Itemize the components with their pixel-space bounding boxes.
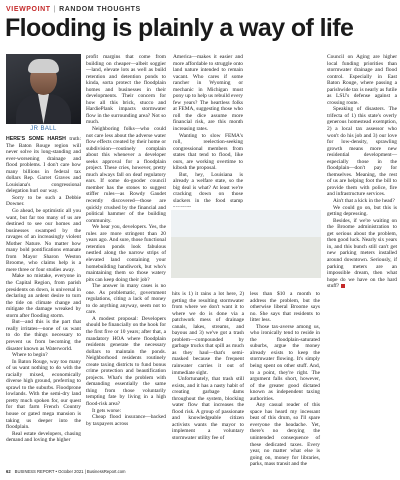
article-paragraph: We hear you, developers. Yes, the rules are more stringent than 20 years ago. And sure, those functional retention ponds look fabulous nestled along the narrow strips of elevated land containing your homebuilding handiwork, but who's maintaining them so those watery pits can keep doing their job? — [86, 224, 166, 283]
author-byline: JR BALL — [30, 126, 57, 132]
article-column-3-lower — [172, 291, 244, 442]
article-paragraph: Any casual reader of this space has heard my incessant beat of this drum, so I'll spare everyone the headache. Yet, there's no denying the unintended consequence of these dedicated taxes. Every year, no matter what else is going on, money for libraries, parks, mass transit and the — [250, 402, 320, 468]
article-paragraph: Wanting to slow FEMA's roll, reelection-seeking congressional members from states that tend to flood, like ours, are working overtime to kibosh the proposal. — [173, 132, 243, 172]
article-paragraph: less than $10 a month to address the problem, but the otherwise liberal Broome says no. She says that residents to litter less. — [250, 291, 320, 324]
page-footer — [6, 469, 126, 474]
lead-in: HERE'S SOME HARSH — [6, 136, 66, 142]
article-paragraph: Real estate developers, chasing demand and loving the higher — [6, 430, 81, 444]
article-paragraph: Those tax-averse among us, who ironically tend to reside in the floodplain-saturated suburbs, argue the money already exists to keep the stormwater flowing. It's simply being spent on other stuff. And, to a point, they're right. The argument falls short, however, of the greater good dictated known as independent taxing authorities. — [250, 323, 320, 402]
article-paragraph: Council on Aging are higher local funding priorities than stormwater drainage and flood control. Especially in East Baton Rouge, where passing a parishwide tax is nearly as futile as LSU's defense against a crossing route. — [327, 54, 397, 106]
article-paragraph: Besides, if we're waiting on the Broome administration to get serious about the problem, then good luck. Nearly six years in, and this bunch still can't get new parking meters installed around downtown. Seriously, if parking meters are an impossible dream, then what hope do we have on the hard stuff? — [327, 217, 397, 290]
end-of-article-mark — [341, 284, 345, 288]
article-column-5 — [327, 54, 397, 290]
article-paragraph: Make no mistake, everyone in the Capital Region, from parish presidents on down, is universal in declaring an ardent desire to turn the tide on climate change and mitigate the damage wreaked by storm after flooding storm. — [6, 273, 81, 319]
article-column-1 — [6, 136, 81, 444]
article-paragraph: A modest proposal: Developers should be financially on the hook for the first five or 10 years; after that, a mandatory HOA where floodplain residents generate the necessary dollars to maintain the ponds. Neighborhood residents routinely create taxing districts to fund bonus crime protection and beautification projects. What's the problem with demanding essentially the same thing from those voluntarily tempting fate by living in a high flood-risk area? — [86, 315, 166, 407]
article-paragraph: But, hey, Louisiana is already a welfare state, so the big deal is what? At least we're cracking down on those slackers in the food stamp — [173, 171, 243, 205]
article-paragraph: profit margins that come from building on cheaper—albeit soggier—land, elevate lots as well as build retention and detention ponds to kinda, sorta protect the floodplain homes and businesses in their developments. Their concern for how all this brick, stucco and HardiePlank impacts stormwater flow in the surrounding area? Not so much. — [86, 54, 166, 126]
article-paragraph: In Baton Rouge, way too many of us want nothing to do with the racially mixed, economically diverse high ground, preferring to sprawl to the suburbs. Floodprone lowlands. With the semi-dry land pretty much spoken for, our quest for that farm French Country house or gated mega mansion is taking us deeper into the floodplain. — [6, 358, 81, 431]
publication-info: BUSINESS REPORT • October 2021 | BusinessReport.com — [14, 469, 126, 474]
article-paragraph: But—and this is the part that really irritates—none of us want to do the things necessary to prevent us from becoming the disaster known as Waterworld. — [6, 319, 81, 352]
article-column-2 — [86, 54, 166, 427]
article-column-3 — [172, 54, 244, 442]
photo-placeholder-block — [169, 207, 324, 281]
column-name: RANDOM THOUGHTS — [59, 6, 141, 13]
article-paragraph: Sorry to be such a Debbie Downer. — [6, 194, 81, 208]
article-paragraph: America—makes it easier and more affordable to struggle onto land nature intended to remain vacant. Who cares if some rancher in Wyoming or mechanic in Michigan must pony up to help us rebuild every few years? The heartless folks at FEMA, suggesting those who roll the dice assume more financial risk, are this month increasing rates. — [173, 54, 243, 133]
section-name: VIEWPOINT — [6, 6, 51, 13]
article-paragraph: We could go on, but this is getting depressing. — [327, 204, 397, 218]
article-paragraph: Ain't that a kick in the head? — [333, 198, 395, 205]
page-number: 62 — [6, 469, 11, 474]
article-column-4-lower — [250, 291, 320, 468]
article-paragraph: Cheap flood insurance—backed by taxpayers across — [86, 414, 166, 427]
article-paragraph: The answer in many cases is no one. As problematic, government regulations, citing a lack of money to do anything anyway, seem not to care. — [86, 283, 166, 316]
article-paragraph: hits is 1) it rains a lot here, 2) getting the resulting stormwater from where we don't want it to where we do is done via a patchwork mess of drainage canals, lakes, streams, and bayous and 3) we've got a trash problem—compounded by garbage trucks that spill as much as they haul—that's semi-masked because the frequent rainwater carries it out of immediate sight. — [172, 291, 244, 376]
article-paragraph: Neighboring folks—who could not care less about the adverse water flow effects created by their home or subdivision—routinely complain about this whenever a developer seeks approval for a floodplain project. These cries, however, pretty much always fall on deaf regulatory ears. If some do-gooder council member has the stones to suggest stiffer rules—as Rowdy Gaudet recently discovered—those are quickly crushed by the financial and political hammer of the building community. — [86, 126, 166, 224]
article-paragraph: It gets worse: — [92, 407, 122, 414]
author-photo — [6, 54, 81, 124]
article-paragraph: Speaking of disasters. The trifecta of 1) this state's overly generous homestead exemption, 2) a local tax assessor who won't do his job and 3) our love for low-density, sprawling growth means more new residential development—especially those in the floodplain—don't pay for themselves. Meaning, the rest of us are helping foot the bill to provide them with police, fire and infrastructure services. — [327, 106, 397, 198]
article-paragraph: Where to begin? — [12, 352, 48, 359]
article-headline: Flooding is plainly a way of life — [5, 14, 354, 42]
article-paragraph: HERE'S SOME HARSH truth: The Baton Rouge region will never solve its long-standing and ever-worsening drainage and flood problems. I don't care how many billions in federal tax dollars Rep. Garret Graves and Louisiana's congressional delegation hurl our way. — [6, 136, 81, 195]
article-paragraph: Go ahead, be optimistic all you want, but far too many of us are destined to see our homes and businesses swamped by the ravages of an increasingly violent Mother Nature. No matter how many bold pontifications emanate from Mayor Sharon Weston Broome, who claims help is a mere three or four studies away. — [6, 208, 81, 273]
section-kicker — [6, 6, 141, 13]
article-paragraph: Unfortunately, that trash still exists, and it has a nasty habit of creating garbage dams throughout the system, blocking water flow that increases the flood risk. A group of passionate and knowledgeable citizen activists wants the mayor to implement a voluntary stormwater utility fee of — [172, 376, 244, 442]
kicker-separator: | — [53, 6, 57, 13]
